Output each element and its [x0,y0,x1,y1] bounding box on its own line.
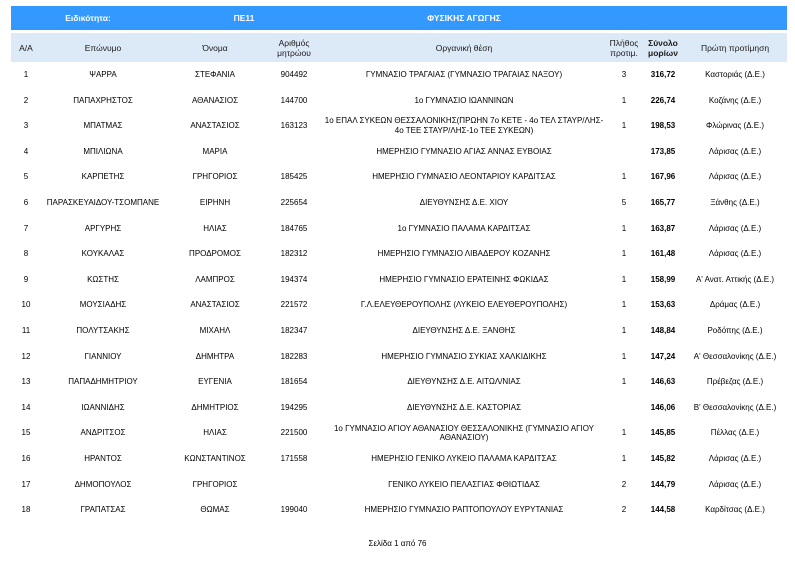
table-row [11,292,787,318]
row-name: ΛΑΜΠΡΟΣ [195,274,235,284]
table-row [11,216,787,242]
row-name: ΠΡΟΔΡΟΜΟΣ [189,249,241,259]
specialty-name: ΦΥΣΙΚΗΣ ΑΓΩΓΗΣ [427,13,501,23]
row-surname: ΚΩΣΤΗΣ [87,274,119,284]
row-surname: ΠΑΠΑΧΡΗΣΤΟΣ [73,95,133,105]
row-total-points: 147,24 [650,351,676,361]
specialty-code: ΠΕ11 [233,13,255,23]
table-row [11,113,787,139]
table-row [11,472,787,498]
row-surname: ΗΡΑΝΤΟΣ [84,453,122,463]
row-total-points: 173,85 [650,146,676,156]
row-first-pref: Α' Θεσσαλονίκης (Δ.Ε.) [693,351,777,361]
row-position: ΗΜΕΡΗΣΙΟ ΓΥΜΝΑΣΙΟ ΣΥΚΙΑΣ ΧΑΛΚΙΔΙΚΗΣ [381,351,547,361]
row-total-points: 226,74 [650,95,676,105]
row-position: ΓΥΜΝΑΣΙΟ ΤΡΑΓΑΙΑΣ (ΓΥΜΝΑΣΙΟ ΤΡΑΓΑΙΑΣ ΝΑΞΟΥ) [365,70,563,80]
row-first-pref: Α' Ανατ. Αττικής (Δ.Ε.) [695,274,775,284]
row-position: ΔΙΕΥΘΥΝΣΗΣ Δ.Ε. ΑΙΤΩΛ/ΝΙΑΣ [407,377,521,387]
row-prefs-count: 1 [621,300,627,310]
row-position: Γ.Λ.ΕΛΕΥΘΕΡΟΥΠΟΛΗΣ (ΛΥΚΕΙΟ ΕΛΕΥΘΕΡΟΥΠΟΛΗΣ) [360,300,568,310]
row-aa: 8 [23,249,29,259]
row-position: ΗΜΕΡΗΣΙΟ ΓΥΜΝΑΣΙΟ ΛΙΒΑΔΕΡΟΥ ΚΟΖΑΝΗΣ [377,249,551,259]
row-prefs-count: 1 [621,325,627,335]
row-total-points: 165,77 [650,198,676,208]
row-surname: ΙΩΑΝΝΙΔΗΣ [81,402,125,412]
row-prefs-count: 3 [621,70,627,80]
row-registry: 182347 [280,325,308,335]
row-total-points: 161,48 [650,249,676,259]
row-name: ΑΘΑΝΑΣΙΟΣ [191,95,239,105]
row-position: 1ο ΓΥΜΝΑΣΙΟ ΑΓΙΟΥ ΑΘΑΝΑΣΙΟΥ ΘΕΣΣΑΛΟΝΙΚΗΣ (ΓΥΜΝΑΣΙΟ ΑΓΙΟΥ ΑΘΑΝΑΣΙΟΥ) [333,423,595,443]
table-row [11,267,787,293]
row-surname: ΜΟΥΣΙΑΔΗΣ [79,300,127,310]
row-surname: ΜΠΑΤΜΑΣ [83,121,123,131]
row-surname: ΚΑΡΠΕΤΗΣ [81,172,125,182]
row-aa: 5 [23,172,29,182]
row-position: ΔΙΕΥΘΥΝΣΗΣ Δ.Ε. ΚΑΣΤΟΡΙΑΣ [406,402,522,412]
col-registry: Αριθμός μητρώου [277,37,311,58]
row-surname: ΔΗΜΟΠΟΥΛΟΣ [74,479,132,489]
row-position: ΗΜΕΡΗΣΙΟ ΓΥΜΝΑΣΙΟ ΡΑΠΤΟΠΟΥΛΟΥ ΕΥΡΥΤΑΝΙΑΣ [364,505,564,515]
row-total-points: 158,99 [650,274,676,284]
row-total-points: 145,82 [650,453,676,463]
column-header-row [11,33,787,62]
row-registry: 225654 [280,198,308,208]
row-prefs-count: 1 [621,274,627,284]
row-position: ΔΙΕΥΘΥΝΣΗΣ Δ.Ε. ΞΑΝΘΗΣ [412,325,516,335]
table-row [11,318,787,344]
row-registry: 194295 [280,402,308,412]
table-row [11,62,787,88]
row-registry: 171558 [280,453,308,463]
row-position: ΔΙΕΥΘΥΝΣΗΣ Δ.Ε. ΧΙΟΥ [419,198,509,208]
row-total-points: 146,63 [650,377,676,387]
row-surname: ΜΠΙΛΙΩΝΑ [83,146,123,156]
row-aa: 18 [21,505,31,515]
row-total-points: 167,96 [650,172,676,182]
row-prefs-count: 5 [621,198,627,208]
row-aa: 6 [23,198,29,208]
row-first-pref: Πέλλας (Δ.Ε.) [710,428,760,438]
row-position: 1ο ΕΠΑΛ ΣΥΚΕΩΝ ΘΕΣΣΑΛΟΝΙΚΗΣ(ΠΡΩΗΝ 7ο ΚΕΤΕ - 4ο ΤΕΛ ΣΤΑΥΡ/ΛΗΣ- 4ο ΤΕΕ ΣΤΑΥΡ/ΛΗΣ-1ο ΤΕΕ ΣΥΚΕΩΝ) [324,116,604,135]
row-registry: 182283 [280,351,308,361]
row-total-points: 163,87 [650,223,676,233]
row-position: ΗΜΕΡΗΣΙΟ ΓΥΜΝΑΣΙΟ ΑΓΙΑΣ ΑΝΝΑΣ ΕΥΒΟΙΑΣ [376,146,552,156]
row-total-points: 198,53 [650,121,676,131]
row-first-pref: Λάρισας (Δ.Ε.) [708,453,762,463]
row-registry: 144700 [280,95,308,105]
row-first-pref: Κοζάνης (Δ.Ε.) [708,95,762,105]
row-aa: 3 [23,121,29,131]
table-row [11,420,787,446]
row-first-pref: Φλώρινας (Δ.Ε.) [706,121,764,131]
row-aa: 16 [21,453,31,463]
row-surname: ΓΙΑΝΝΙΟΥ [84,351,122,361]
row-registry: 181654 [280,377,308,387]
row-first-pref: Ξάνθης (Δ.Ε.) [710,198,760,208]
row-registry: 182312 [280,249,308,259]
ranking-document [11,6,787,523]
row-surname: ΨΑΡΡΑ [89,70,117,80]
specialty-header [11,6,787,30]
row-aa: 14 [21,402,31,412]
row-first-pref: Β' Θεσσαλονίκης (Δ.Ε.) [693,402,777,412]
row-first-pref: Καστοριάς (Δ.Ε.) [705,70,765,80]
row-name: ΘΩΜΑΣ [200,505,230,515]
table-row [11,344,787,370]
row-aa: 7 [23,223,29,233]
row-name: ΜΙΧΑΗΛ [199,325,231,335]
row-name: ΗΛΙΑΣ [203,223,227,233]
row-total-points: 148,84 [650,325,676,335]
row-first-pref: Λάρισας (Δ.Ε.) [708,146,762,156]
row-surname: ΑΡΓΥΡΗΣ [84,223,122,233]
row-prefs-count: 1 [621,428,627,438]
row-registry: 194374 [280,274,308,284]
row-surname: ΓΡΑΠΑΤΣΑΣ [80,505,126,515]
row-position: 1ο ΓΥΜΝΑΣΙΟ ΙΩΑΝΝΙΝΩΝ [414,95,514,105]
table-row [11,164,787,190]
row-aa: 4 [23,146,29,156]
row-aa: 12 [21,351,31,361]
specialty-label: Ειδικότητα: [65,13,111,23]
row-surname: ΠΟΛΥΤΣΑΚΗΣ [76,325,130,335]
col-position: Οργανική θέση [435,42,493,53]
row-aa: 9 [23,274,29,284]
row-name: ΔΗΜΗΤΡΑ [195,351,235,361]
row-first-pref: Λάρισας (Δ.Ε.) [708,172,762,182]
row-total-points: 145,85 [650,428,676,438]
row-name: ΓΡΗΓΟΡΙΟΣ [192,172,238,182]
table-row [11,369,787,395]
row-prefs-count: 2 [621,479,627,489]
row-registry: 221572 [280,300,308,310]
row-name: ΜΑΡΙΑ [202,146,228,156]
row-first-pref: Καρδίτσας (Δ.Ε.) [705,505,765,515]
row-aa: 17 [21,479,31,489]
row-name: ΚΩΝΣΤΑΝΤΙΝΟΣ [184,453,246,463]
col-surname: Επώνυμο [84,42,122,53]
row-prefs-count: 1 [621,95,627,105]
table-row [11,497,787,523]
row-position: ΓΕΝΙΚΟ ΛΥΚΕΙΟ ΠΕΛΑΣΓΙΑΣ ΦΘΙΩΤΙΔΑΣ [388,479,540,489]
col-first-pref: Πρώτη προτίμηση [700,42,770,53]
row-first-pref: Λάρισας (Δ.Ε.) [708,249,762,259]
row-name: ΓΡΗΓΟΡΙΟΣ [192,479,238,489]
row-first-pref: Λάρισας (Δ.Ε.) [708,479,762,489]
row-prefs-count: 1 [621,351,627,361]
row-registry: 221500 [280,428,308,438]
row-name: ΕΙΡΗΝΗ [199,198,231,208]
row-prefs-count: 1 [621,249,627,259]
row-aa: 2 [23,95,29,105]
table-row [11,395,787,421]
row-registry: 185425 [280,172,308,182]
row-prefs-count: 1 [621,377,627,387]
row-aa: 10 [21,300,31,310]
row-name: ΑΝΑΣΤΑΣΙΟΣ [190,300,240,310]
row-total-points: 144,58 [650,505,676,515]
row-first-pref: Πρέβεζας (Δ.Ε.) [706,377,764,387]
row-name: ΕΥΓΕΝΙΑ [198,377,232,387]
page-footer: Σελίδα 1 από 76 [368,539,427,548]
row-name: ΔΗΜΗΤΡΙΟΣ [191,402,239,412]
row-prefs-count: 1 [621,172,627,182]
row-name: ΑΝΑΣΤΑΣΙΟΣ [190,121,240,131]
row-position: ΗΜΕΡΗΣΙΟ ΓΥΜΝΑΣΙΟ ΛΕΟΝΤΑΡΙΟΥ ΚΑΡΔΙΤΣΑΣ [372,172,556,182]
col-aa: Α/Α [19,42,33,53]
table-row [11,88,787,114]
row-name: ΗΛΙΑΣ [203,428,227,438]
row-total-points: 144,79 [650,479,676,489]
row-registry: 199040 [280,505,308,515]
row-registry: 904492 [280,70,308,80]
row-name: ΣΤΕΦΑΝΙΑ [195,70,235,80]
row-first-pref: Δράμας (Δ.Ε.) [709,300,761,310]
col-prefs-count: Πλήθος προτιμ. [609,37,639,58]
row-total-points: 316,72 [650,70,676,80]
row-aa: 15 [21,428,31,438]
table-row [11,190,787,216]
row-position: ΗΜΕΡΗΣΙΟ ΓΕΝΙΚΟ ΛΥΚΕΙΟ ΠΑΛΑΜΑ ΚΑΡΔΙΤΣΑΣ [371,453,557,463]
row-registry: 163123 [280,121,308,131]
row-aa: 11 [21,325,31,335]
table-row [11,241,787,267]
row-prefs-count: 1 [621,121,627,131]
row-prefs-count: 2 [621,505,627,515]
row-surname: ΑΝΔΡΙΤΣΟΣ [80,428,126,438]
row-registry: 184765 [280,223,308,233]
row-aa: 1 [23,70,29,80]
row-prefs-count: 1 [621,223,627,233]
col-name: Όνομα [202,42,228,53]
row-first-pref: Λάρισας (Δ.Ε.) [708,223,762,233]
row-total-points: 146,06 [650,402,676,412]
row-surname: ΚΟΥΚΑΛΑΣ [81,249,125,259]
col-total-points: Σύνολο μορίων [648,37,678,58]
row-surname: ΠΑΡΑΣΚΕΥΑΙΔΟΥ-ΤΣΟΜΠΑΝΕ [46,198,160,208]
row-first-pref: Ροδόπης (Δ.Ε.) [707,325,763,335]
table-row [11,446,787,472]
table-body [11,62,787,523]
row-position: ΗΜΕΡΗΣΙΟ ΓΥΜΝΑΣΙΟ ΕΡΑΤΕΙΝΗΣ ΦΩΚΙΔΑΣ [379,274,549,284]
row-aa: 13 [21,377,31,387]
row-total-points: 153,63 [650,300,676,310]
row-prefs-count: 1 [621,453,627,463]
table-row [11,139,787,165]
row-surname: ΠΑΠΑΔΗΜΗΤΡΙΟΥ [68,377,138,387]
row-position: 1ο ΓΥΜΝΑΣΙΟ ΠΑΛΑΜΑ ΚΑΡΔΙΤΣΑΣ [397,223,531,233]
